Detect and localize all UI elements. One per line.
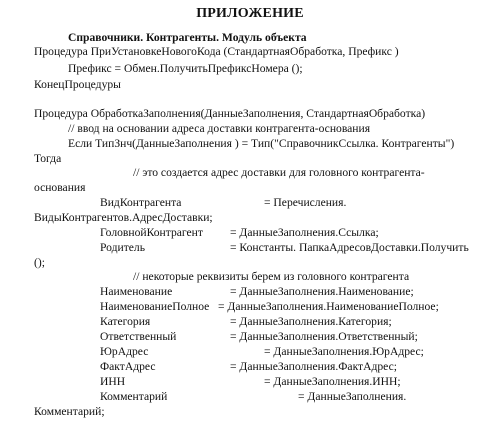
- code-line: Процедура ПриУстановкеНовогоКода (СтандартнаяОбработка, Префикс ): [34, 45, 399, 58]
- code-identifier: ФактАдрес: [100, 360, 156, 373]
- code-identifier: ЮрАдрес: [100, 345, 149, 358]
- code-line: ();: [34, 256, 45, 269]
- code-line: Комментарий;: [34, 405, 105, 418]
- code-assignment: = Перечисления.: [264, 196, 347, 209]
- code-line: Если ТипЗнч(ДанныеЗаполнения ) = Тип("СправочникСсылка. Контрагенты"): [68, 137, 455, 150]
- code-identifier: Категория: [100, 315, 151, 328]
- code-comment: // это создается адрес доставки для головного контрагента-: [133, 166, 425, 179]
- code-assignment: = ДанныеЗаполнения.: [298, 390, 407, 403]
- code-assignment: = ДанныеЗаполнения.ЮрАдрес;: [264, 345, 424, 358]
- code-assignment: = Константы. ПапкаАдресовДоставки.Получить: [230, 241, 469, 254]
- code-assignment: = ДанныеЗаполнения.Категория;: [230, 315, 392, 328]
- code-line: ВидыКонтрагентов.АдресДоставки;: [34, 211, 213, 224]
- code-assignment: = ДанныеЗаполнения.Наименование;: [230, 285, 414, 298]
- code-identifier: ВидКонтрагента: [100, 196, 182, 209]
- code-identifier: Ответственный: [100, 330, 177, 343]
- code-line: Процедура ОбработкаЗаполнения(ДанныеЗаполнения, СтандартнаяОбработка): [34, 107, 426, 120]
- code-assignment: = ДанныеЗаполнения.ИНН;: [264, 375, 401, 388]
- code-identifier: НаименованиеПолное: [100, 300, 210, 313]
- code-assignment: = ДанныеЗаполнения.ФактАдрес;: [230, 360, 397, 373]
- code-line: КонецПроцедуры: [34, 78, 121, 91]
- code-identifier: ГоловнойКонтрагент: [100, 226, 203, 239]
- code-line: Префикс = Обмен.ПолучитьПрефиксНомера ();: [68, 62, 303, 75]
- code-identifier: Родитель: [100, 241, 146, 254]
- code-comment: основания: [34, 181, 86, 194]
- code-identifier: Комментарий: [100, 390, 168, 403]
- code-assignment: = ДанныеЗаполнения.Ссылка;: [230, 226, 379, 239]
- module-subtitle: Справочники. Контрагенты. Модуль объекта: [68, 31, 307, 44]
- appendix-title: ПРИЛОЖЕНИЕ: [196, 6, 304, 21]
- code-line: Тогда: [34, 152, 62, 165]
- code-assignment: = ДанныеЗаполнения.Ответственный;: [230, 330, 418, 343]
- code-identifier: Наименование: [100, 285, 173, 298]
- code-comment: // ввод на основании адреса доставки контрагента-основания: [68, 122, 371, 135]
- code-assignment: = ДанныеЗаполнения.НаименованиеПолное;: [218, 300, 439, 313]
- code-comment: // некоторые реквизиты берем из головного контрагента: [133, 270, 410, 283]
- code-identifier: ИНН: [100, 375, 126, 388]
